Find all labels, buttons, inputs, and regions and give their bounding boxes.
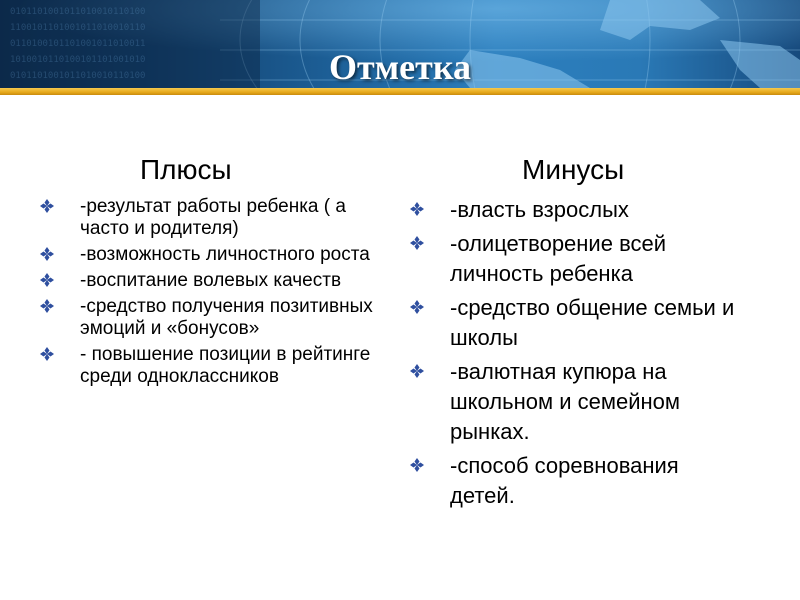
list-item <box>410 293 740 353</box>
list-item-text: -результат работы ребенка ( а часто и родителя) <box>80 196 346 239</box>
four-diamond-bullet-icon <box>40 247 54 261</box>
four-diamond-bullet-icon <box>40 347 54 361</box>
list-item <box>410 451 740 511</box>
list-item-text: -возможность личностного роста <box>80 244 370 265</box>
list-item-text: - повышение позиции в рейтинге среди одноклассников <box>80 344 371 387</box>
list-item <box>410 195 740 225</box>
svg-text:0110100101101001011010011: 0110100101101001011010011 <box>10 39 146 49</box>
list-item <box>40 196 390 240</box>
list-item-text: -способ соревнования детей. <box>450 453 679 508</box>
four-diamond-bullet-icon <box>40 273 54 287</box>
four-diamond-bullet-icon <box>410 458 424 472</box>
list-item-text: -власть взрослых <box>450 197 629 222</box>
list-item-text: -воспитание волевых качеств <box>80 270 342 291</box>
list-item <box>410 229 740 289</box>
four-diamond-bullet-icon <box>410 300 424 314</box>
header-divider <box>0 88 800 95</box>
svg-text:0101101001011010010110100: 0101101001011010010110100 <box>10 71 146 81</box>
header-banner <box>0 0 800 88</box>
list-item-text: -средство общение семьи и школы <box>450 295 735 350</box>
cons-heading: Минусы <box>522 154 625 185</box>
four-diamond-bullet-icon <box>410 236 424 250</box>
list-item-text: -олицетворение всей личность ребенка <box>450 231 667 286</box>
pros-list <box>40 196 390 392</box>
four-diamond-bullet-icon <box>410 364 424 378</box>
list-item <box>40 344 390 388</box>
list-item <box>40 270 390 292</box>
four-diamond-bullet-icon <box>40 299 54 313</box>
svg-text:1100101101001011010010110: 1100101101001011010010110 <box>10 23 146 33</box>
four-diamond-bullet-icon <box>40 199 54 213</box>
pros-heading: Плюсы <box>140 154 232 185</box>
list-item-text: -валютная купюра на школьном и семейном рынках. <box>450 359 680 444</box>
list-item <box>40 296 390 340</box>
svg-text:1010010110100101101001010: 1010010110100101101001010 <box>10 55 146 65</box>
cons-list <box>410 195 740 515</box>
svg-text:0101101001011010010110100: 0101101001011010010110100 <box>10 7 146 17</box>
list-item <box>410 357 740 447</box>
slide-title: Отметка <box>328 47 472 87</box>
four-diamond-bullet-icon <box>410 202 424 216</box>
list-item-text: -средство получения позитивных эмоций и «бонусов» <box>80 296 373 339</box>
list-item <box>40 244 390 266</box>
